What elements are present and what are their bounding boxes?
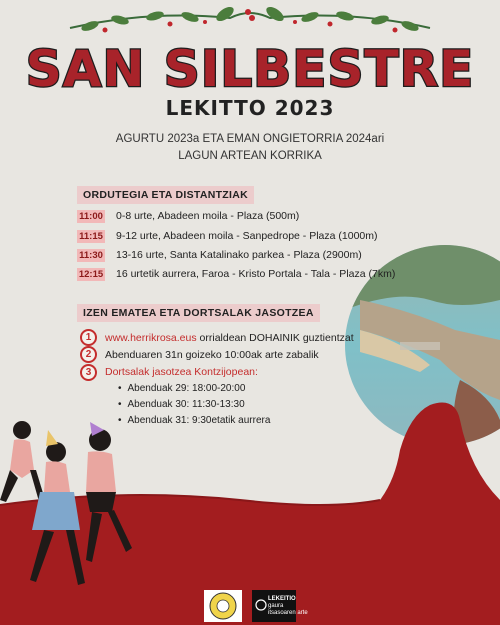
logo-right-line-2: gaura [268, 603, 284, 609]
page-subtitle: LEKITTO 2023 [165, 96, 335, 120]
step-number-3: 3 [80, 364, 97, 381]
step-text-3: Dortsalak jasotzea Kontzijopean: [105, 366, 258, 378]
schedule-time-3: 11:30 [77, 249, 105, 262]
schedule-text-2: 9-12 urte, Abadeen moila - Sanpedrope - Plaza (1000m) [116, 230, 378, 242]
logo-right-line-3: itsasoaren arte [268, 610, 308, 616]
pickup-date-1: • Abenduak 29: 18:00-20:00 [118, 383, 245, 394]
schedule-time-4: 12:15 [78, 269, 104, 280]
title-text: SAN SILBESTRE [25, 40, 475, 98]
step-text-1 [105, 332, 354, 344]
registration-heading: IZEN EMATEA ETA DORTSALAK JASOTZEA [77, 304, 320, 322]
registration-link[interactable]: www.herrikrosa.eus [105, 332, 197, 344]
logo-left [204, 590, 242, 622]
intro-line-1: AGURTU 2023a ETA EMAN ONGIETORRIA 2024ari [115, 133, 385, 145]
schedule-time-1: 11:00 [77, 210, 105, 223]
pickup-date-3: • Abenduak 31: 9:30etatik aurrera [118, 415, 270, 426]
schedule-text-3: 13-16 urte, Santa Katalinako parkea - Plaza (2900m) [116, 249, 362, 261]
intro-text [0, 131, 500, 165]
schedule-text-4: 16 urtetik aurrera, Faroa - Kristo Portala - Tala - Plaza (7km) [116, 268, 396, 280]
schedule-text-1: 0-8 urte, Abadeen moila - Plaza (500m) [116, 210, 300, 222]
schedule-time-2: 11:15 [77, 230, 105, 243]
step-number-1: 1 [80, 329, 97, 346]
step-text-1-rest: orrialdean DOHAINIK guztientzat [196, 332, 354, 344]
step-text-2: Abenduaren 31n goizeko 10:00ak arte zabalik [105, 349, 319, 361]
logo-right-line-1: LEKEITIO [268, 596, 296, 602]
schedule-heading: ORDUTEGIA ETA DISTANTZIAK [77, 186, 254, 204]
step-number-2: 2 [80, 346, 97, 363]
logo-right-text [268, 596, 308, 617]
pickup-date-2: • Abenduak 30: 11:30-13:30 [118, 399, 245, 410]
intro-line-2: LAGUN ARTEAN KORRIKA [178, 150, 322, 162]
